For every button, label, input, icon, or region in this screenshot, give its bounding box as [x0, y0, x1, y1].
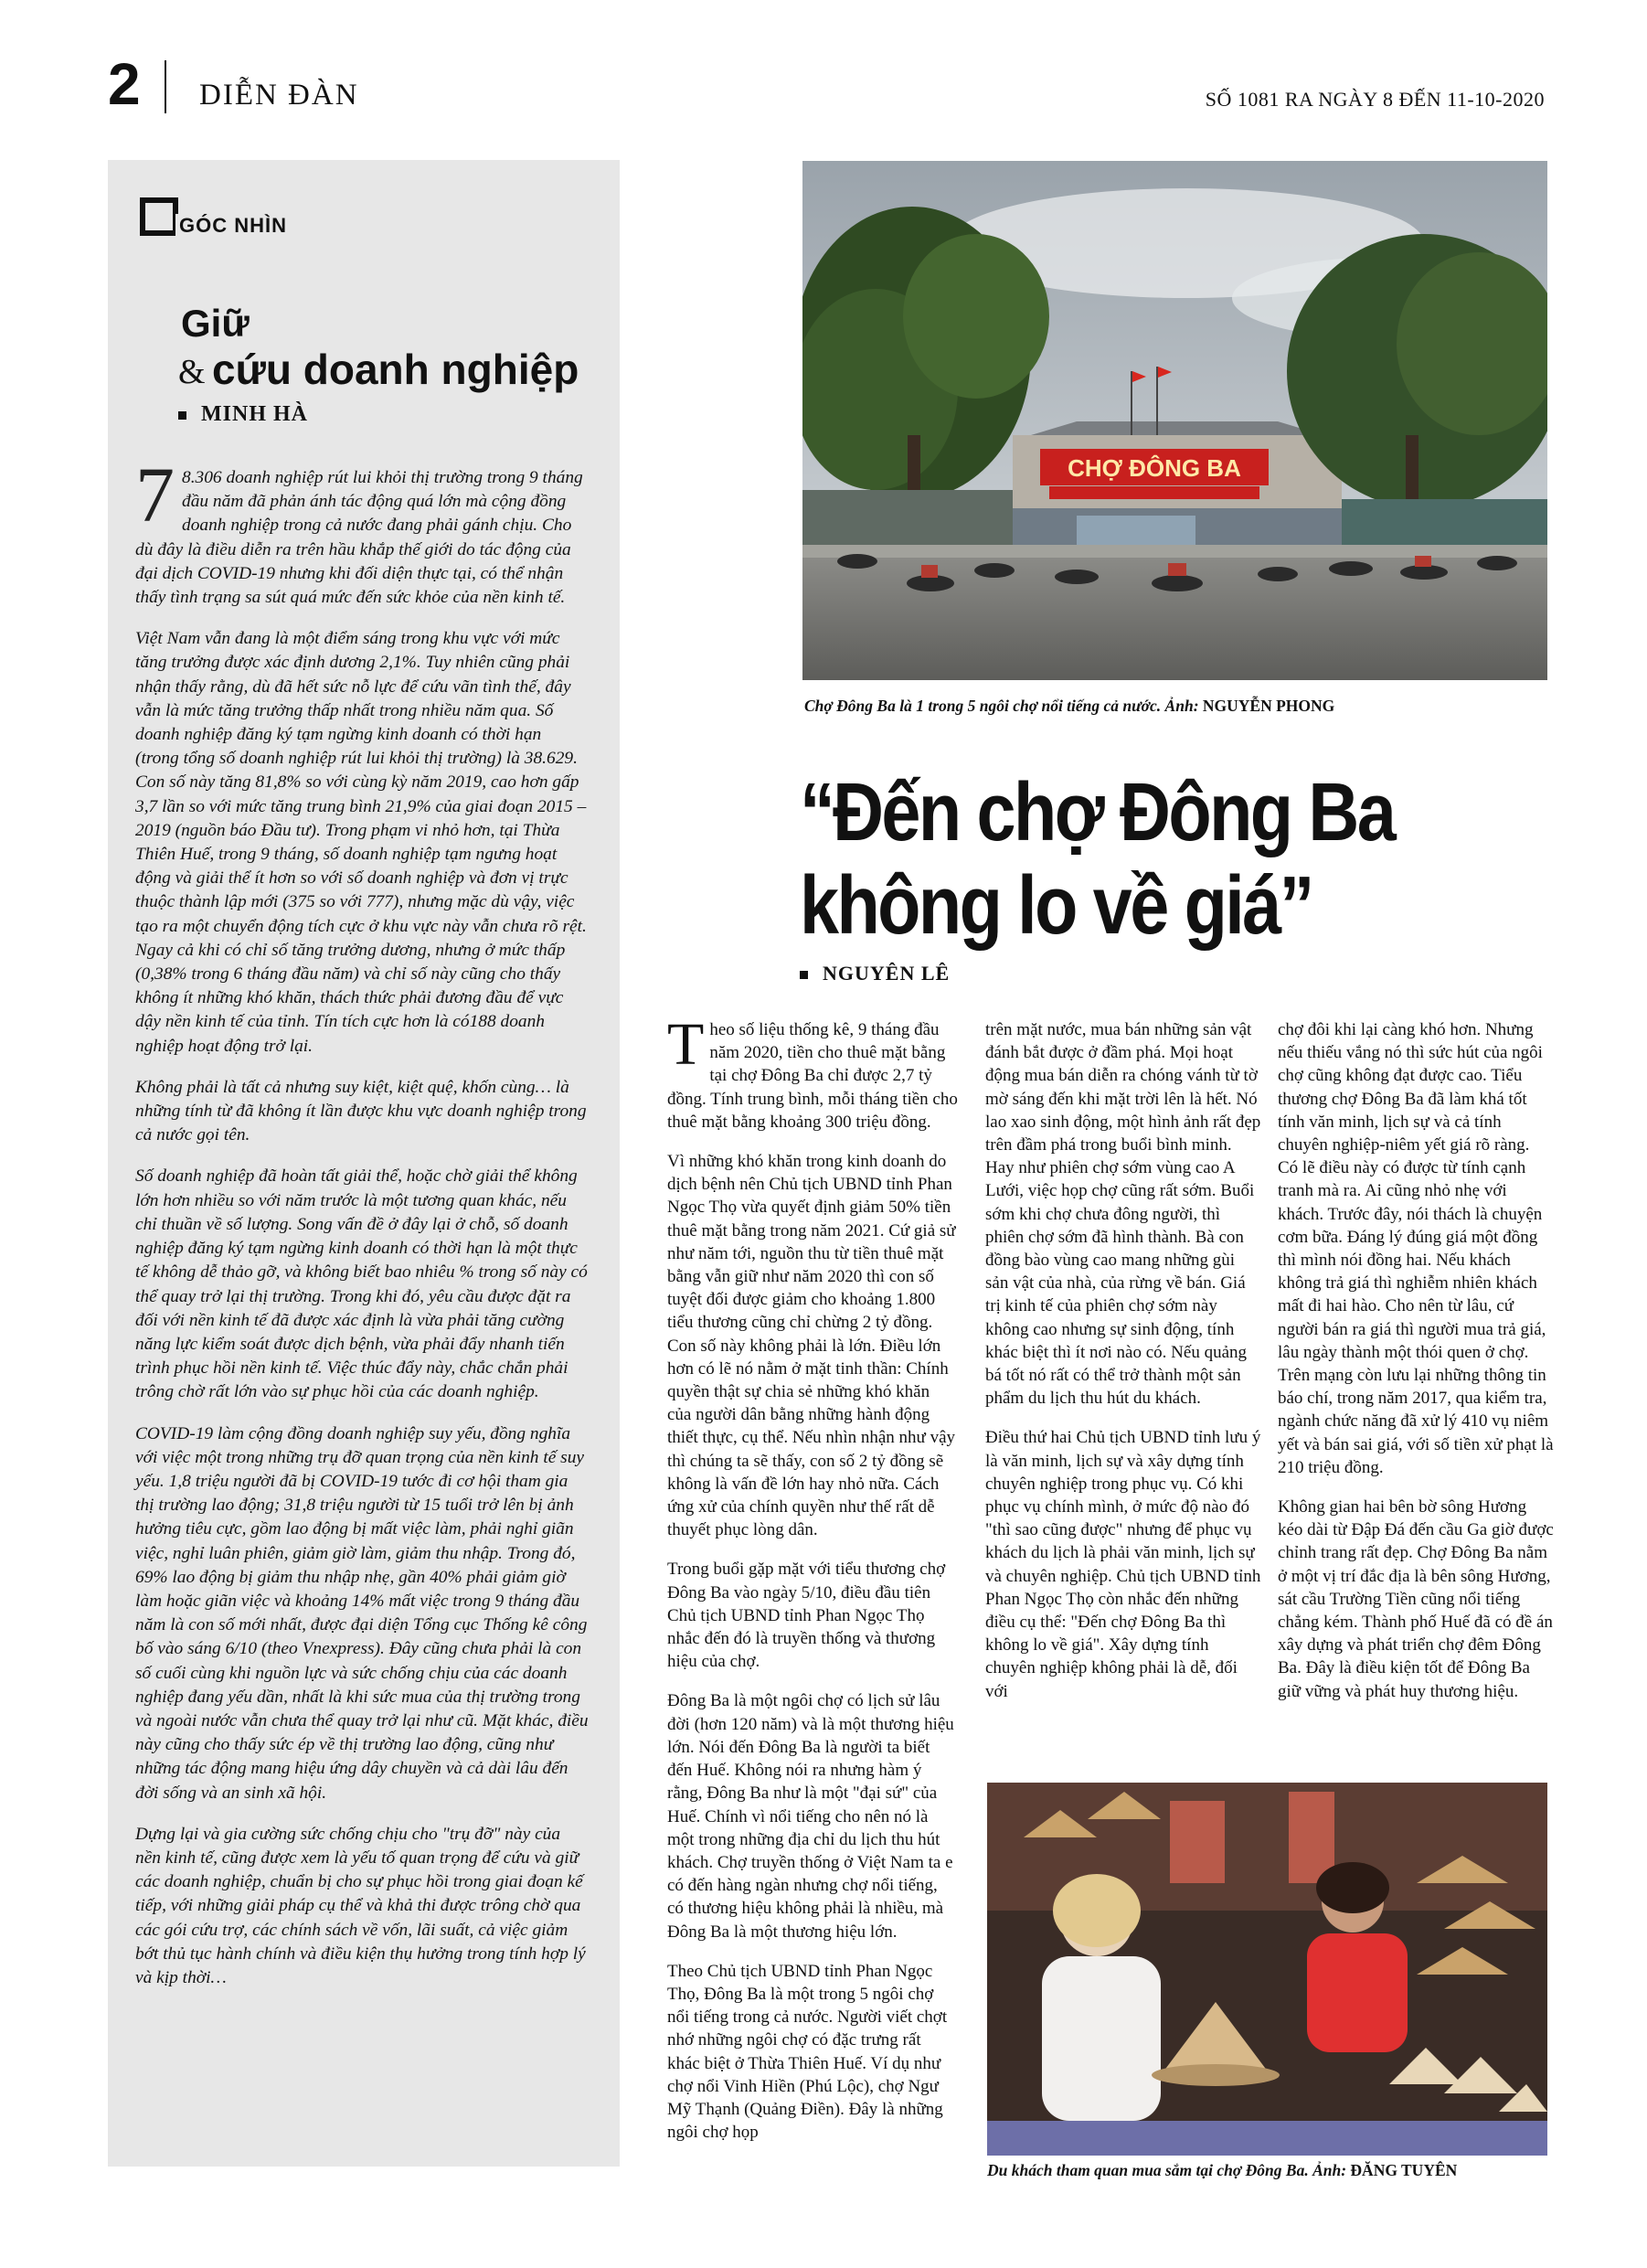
article-title-line1: “Đến chợ Đông Ba [800, 767, 1395, 858]
sidebar-body [135, 451, 589, 2007]
article-column-1 [667, 1011, 958, 2160]
article-author: NGUYÊN LÊ [823, 962, 951, 985]
article-paragraph: Theo Chủ tịch UBND tỉnh Phan Ngọc Thọ, Đông Ba là một trong 5 ngôi chợ nổi tiếng trong cả nước. Người viết chợt nhớ những ngôi chợ có đặc trưng rất khác biệt ở Thừa Thiên Huế. Ví dụ như chợ nổi Vinh Hiền (Phú Lộc), chợ Ngư Mỹ Thạnh (Quảng Điền). Đây là những ngôi chợ họp [667, 1961, 948, 2143]
article-paragraph: trên mặt nước, mua bán những sản vật đánh bắt được ở đầm phá. Mọi hoạt động mua bán diễn ra chóng vánh từ tờ mờ sáng đến khi mặt trời lên là hết. Nó lao xao sinh động, một hình ảnh rất đẹp trên đầm phá trong buổi bình minh. Hay như phiên chợ sớm vùng cao A Lưới, việc họp chợ cũng rất sớm. Buổi sớm khi chợ chưa đông người, thì phiên chợ sớm đã hình thành. Bà con đồng bào vùng cao mang những gùi sản vật của nhà, của rừng về bán. Giá trị kinh tế của phiên chợ sớm này không cao nhưng sự sinh động, tính khác biệt thì ít nơi nào có. Nếu quảng bá tốt nó rất có thể trở thành một sản phẩm du lịch thu hút du khách. [985, 1020, 1261, 1409]
sidebar-byline [178, 402, 308, 427]
tourist-photo [987, 1783, 1547, 2156]
sidebar-title-ampersand: & [178, 353, 206, 391]
article-paragraph: Không gian hai bên bờ sông Hương kéo dài từ Đập Đá đến cầu Ga giờ được chỉnh trang rất đẹp. Chợ Đông Ba nằm ở một vị trí đắc địa là bên sông Hương, sát cầu Trường Tiền cũng nổi tiếng chẳng kém. Thành phố Huế đã có đề án xây dựng và phát triển chợ đêm Đông Ba. Đây là điều kiện tốt để Đông Ba giữ vững và phát huy thương hiệu. [1278, 1497, 1554, 1701]
bullet-icon [178, 411, 186, 420]
article-column-2 [985, 1018, 1261, 1720]
article-byline [800, 962, 950, 985]
photo-credit: ĐĂNG TUYÊN [1350, 2161, 1458, 2179]
sidebar-author: MINH HÀ [201, 402, 308, 426]
sidebar-title-line2: cứu doanh nghiệp [212, 346, 579, 393]
article-title [800, 766, 1452, 953]
issue-date: SỐ 1081 RA NGÀY 8 ĐẾN 11-10-2020 [1205, 88, 1545, 111]
sidebar-title-line1: Giữ [181, 302, 250, 345]
article-paragraph: Điều thứ hai Chủ tịch UBND tỉnh lưu ý là văn minh, lịch sự và xây dựng tính chuyên nghiệp trong phục vụ. Có khi phục vụ chính mình, ở mức độ nào đó "thì sao cũng được" nhưng để phục vụ khách du lịch là phải văn minh, lịch sự và chuyên nghiệp. Chủ tịch UBND tỉnh Phan Ngọc Thọ còn nhắc đến những điều cụ thể: "Đến chợ Đông Ba thì không lo về giá". Xây dựng tính chuyên nghiệp không phải là dễ, đối với [985, 1428, 1261, 1701]
market-photo [802, 161, 1547, 680]
column-label: GÓC NHÌN [175, 214, 291, 238]
section-name: DIỄN ĐÀN [199, 79, 359, 112]
article-paragraph: Theo số liệu thống kê, 9 tháng đầu năm 2020, tiền cho thuê mặt bằng tại chợ Đông Ba chỉ được 2,7 tỷ đồng. Tính trung bình, mỗi tháng tiền cho thuê mặt bằng khoảng 300 triệu đồng. [667, 1011, 958, 1132]
header-divider [165, 60, 166, 113]
sidebar-paragraph: Không phải là tất cả nhưng suy kiệt, kiệt quệ, khốn cùng… là những tính từ đã không ít lần được khu vực doanh nghiệp trong cả nước gọi tên. [135, 1077, 587, 1145]
square-icon [140, 197, 178, 236]
sidebar-paragraph: Số doanh nghiệp đã hoàn tất giải thể, hoặc chờ giải thể không lớn hơn nhiều so với năm trước là một tương quan khác, nếu chỉ thuần về số lượng. Song vấn đề ở đây lại ở chỗ, số doanh nghiệp đăng ký tạm ngừng kinh doanh có thời hạn là một thực tế không dễ thảo gỡ, và không biết bao nhiêu % trong số này có thể quay trở lại thị trường. Trong khi đó, yêu cầu được đặt ra đối với nền kinh tế đã được xác định là vừa phải tăng cường năng lực kiểm soát được dịch bệnh, vừa phải đẩy nhanh tiến trình phục hồi nền kinh tế. Việc thúc đẩy này, chắc chắn phải trông chờ rất lớn vào sự phục hồi của các doanh nghiệp. [135, 1166, 588, 1402]
sidebar-paragraph: COVID-19 làm cộng đồng doanh nghiệp suy yếu, đồng nghĩa với việc một trong những trụ đỡ quan trọng của nền kinh tế suy yếu. 1,8 triệu người đã bị COVID-19 tước đi cơ hội tham gia thị trường lao động; 31,8 triệu người từ 15 tuổi trở lên bị ảnh hưởng tiêu cực, gồm lao động bị mất việc làm, phải nghỉ giãn việc, nghỉ luân phiên, giảm giờ làm, giảm thu nhập. Trong đó, 69% lao động bị giảm thu nhập nhẹ, gần 40% phải giảm giờ làm hoặc giãn việc và khoảng 14% mất việc trong 9 tháng đầu năm là con số mới nhất, được đại diện Tổng cục Thống kê công bố vào sáng 6/10 (theo Vnexpress). Đây cũng chưa phải là con số cuối cùng khi nguồn lực và sức chống chịu của các doanh nghiệp đang yếu dần, nhất là khi sức mua của thị trường trong và ngoài nước vẫn chưa thể quay trở lại như cũ. Mặt khác, điều này cũng cho thấy sức ép về thị trường lao động, cũng như những tác động mang hiệu ứng dây chuyền và cả dài lâu đến đời sống và an sinh xã hội. [135, 1423, 589, 1803]
sidebar-paragraph: Dựng lại và gia cường sức chống chịu cho "trụ đỡ" này của nền kinh tế, cũng được xem là yếu tố quan trọng để cứu và giữ các doanh nghiệp, chuẩn bị cho sự phục hồi trong giai đoạn kế tiếp, với những giải pháp cụ thể và khả thi được trông chờ qua các gói cứu trợ, các chính sách về vốn, lãi suất, cả việc giảm bớt thủ tục hành chính và điều kiện thụ hưởng trong tính hợp lý và kịp thời… [135, 1824, 586, 1987]
article-title-line2: không lo về giá” [800, 860, 1312, 952]
article-paragraph: Trong buổi gặp mặt với tiểu thương chợ Đông Ba vào ngày 5/10, điều đầu tiên Chủ tịch UBND tỉnh Phan Ngọc Thọ nhắc đến đó là truyền thống và thương hiệu của chợ. [667, 1560, 946, 1672]
article-paragraph: chợ đôi khi lại càng khó hơn. Nhưng nếu thiếu vắng nó thì sức hút của ngôi chợ cũng không đạt được cao. Tiểu thương chợ Đông Ba đã làm khá tốt tính văn minh, lịch sự và cả tính chuyên nghiệp-niêm yết giá rõ ràng. Có lẽ điều này có được từ tính cạnh tranh mà ra. Ai cũng nhỏ nhẹ với khách. Trước đây, nói thách là chuyện cơm bữa. Đáng lý đúng giá một đồng thì mình nói đồng hai. Nếu khách không trả giá thì nghiễm nhiên khách mất đi hai hào. Cho nên từ lâu, cứ người bán ra giá thì người mua trả giá, lâu ngày thành một thói quen ở chợ. Trên mạng còn lưu lại những thông tin báo chí, trong năm 2017, qua kiểm tra, ngành chức năng đã xử lý 410 vụ niêm yết và bán sai giá, với số tiền xử phạt là 210 triệu đồng. [1278, 1020, 1554, 1477]
article-dropcap: T [667, 1011, 705, 1078]
bullet-icon [800, 971, 808, 979]
article-paragraph: Vì những khó khăn trong kinh doanh do dịch bệnh nên Chủ tịch UBND tỉnh Phan Ngọc Thọ vừa quyết định giảm 50% tiền thuê mặt bằng trong năm 2021. Cứ giả sử như năm tới, nguồn thu từ tiền thuê mặt bằng vẫn giữ như năm 2020 thì con số tuyệt đối được giảm cho khoảng 1.800 tiểu thương cũng chỉ chừng 2 tỷ đồng. Con số này không phải là lớn. Điều lớn hơn có lẽ nó nằm ở mặt tinh thần: Chính quyền thật sự chia sẻ những khó khăn của người dân bằng những hành động thiết thực, cụ thể. Nếu nhìn nhận như vậy thì chúng ta sẽ thấy, con số 2 tỷ đồng sẽ không là vấn đề lớn hay nhỏ nữa. Cách ứng xử của chính quyền như thế rất dễ thuyết phục lòng dân. [667, 1152, 956, 1540]
sidebar-paragraph: Việt Nam vẫn đang là một điểm sáng trong khu vực với mức tăng trưởng được xác định dương 2,1%. Tuy nhiên cũng phải nhận thấy rằng, dù đã hết sức nỗ lực để cứu vãn tình thế, đây vẫn là mức tăng trưởng thấp nhất trong nhiều năm qua. Số doanh nghiệp đăng ký tạm ngừng kinh doanh có thời hạn (trong tổng số doanh nghiệp rút lui khỏi thị trường) là 38.629. Con số này tăng 81,8% so với cùng kỳ năm 2019, cao hơn gấp 3,7 lần so với mức tăng trung bình 21,9% của giai đoạn 2015 – 2019 (nguồn báo Đầu tư). Trong phạm vi nhỏ hơn, tại Thừa Thiên Huế, trong 9 tháng, số doanh nghiệp tạm ngưng hoạt động và giải thể ít hơn so với số doanh nghiệp và đơn vị trực thuộc thành lập mới (375 so với 777), nhưng mặc dù vậy, việc tạo ra một chuyển động tích cực ở khu vực này vẫn chưa rõ rệt. Ngay cả khi có chỉ số tăng trưởng dương, nhưng ở mức thấp (0,38% trong 6 tháng đầu năm) và chỉ số này cũng cho thấy không ít những khó khăn, thách thức phải đương đầu để vực dậy nền kinh tế của tỉnh. Tín tích cực hơn là có188 doanh nghiệp hoạt động trở lại. [135, 629, 587, 1056]
photo-caption: Du khách tham quan mua sắm tại chợ Đông Ba. Ảnh: ĐĂNG TUYÊN [987, 2161, 1458, 2179]
market-sign: CHỢ ĐÔNG BA [1068, 454, 1241, 482]
sidebar-paragraph: 7 8.306 doanh nghiệp rút lui khỏi thị trường trong 9 tháng đầu năm đã phản ánh tác động quá lớn mà cộng đồng doanh nghiệp trong cả nước đang phải gánh chịu. Cho dù đây là điều diễn ra trên hầu khắp thế giới do tác động của đại dịch COVID-19 nhưng khi đối diện thực tại, có thể nhận thấy tình trạng sa sút quá mức đến sức khỏe của nền kinh tế. [135, 451, 583, 608]
photo-credit: NGUYỄN PHONG [1202, 697, 1335, 715]
photo-caption: Chợ Đông Ba là 1 trong 5 ngôi chợ nổi tiếng cả nước. Ảnh: NGUYỄN PHONG [804, 697, 1335, 715]
sidebar-dropcap: 7 [135, 451, 175, 538]
article-paragraph: Đông Ba là một ngôi chợ có lịch sử lâu đời (hơn 120 năm) và là một thương hiệu lớn. Nói đến Đông Ba là người ta biết đến Huế. Không nói ra nhưng hàm ý rằng, Đông Ba như là một "đại sứ" của Huế. Chính vì nổi tiếng cho nên nó là một trong những địa chỉ du lịch thu hút khách. Chợ truyền thống ở Việt Nam ta e có đến hàng ngàn nhưng chợ nổi tiếng, có thương hiệu không phải là nhiều, mà Đông Ba là một thương hiệu lớn. [667, 1691, 954, 1942]
article-column-3 [1278, 1018, 1554, 1720]
page-number: 2 [108, 51, 141, 117]
